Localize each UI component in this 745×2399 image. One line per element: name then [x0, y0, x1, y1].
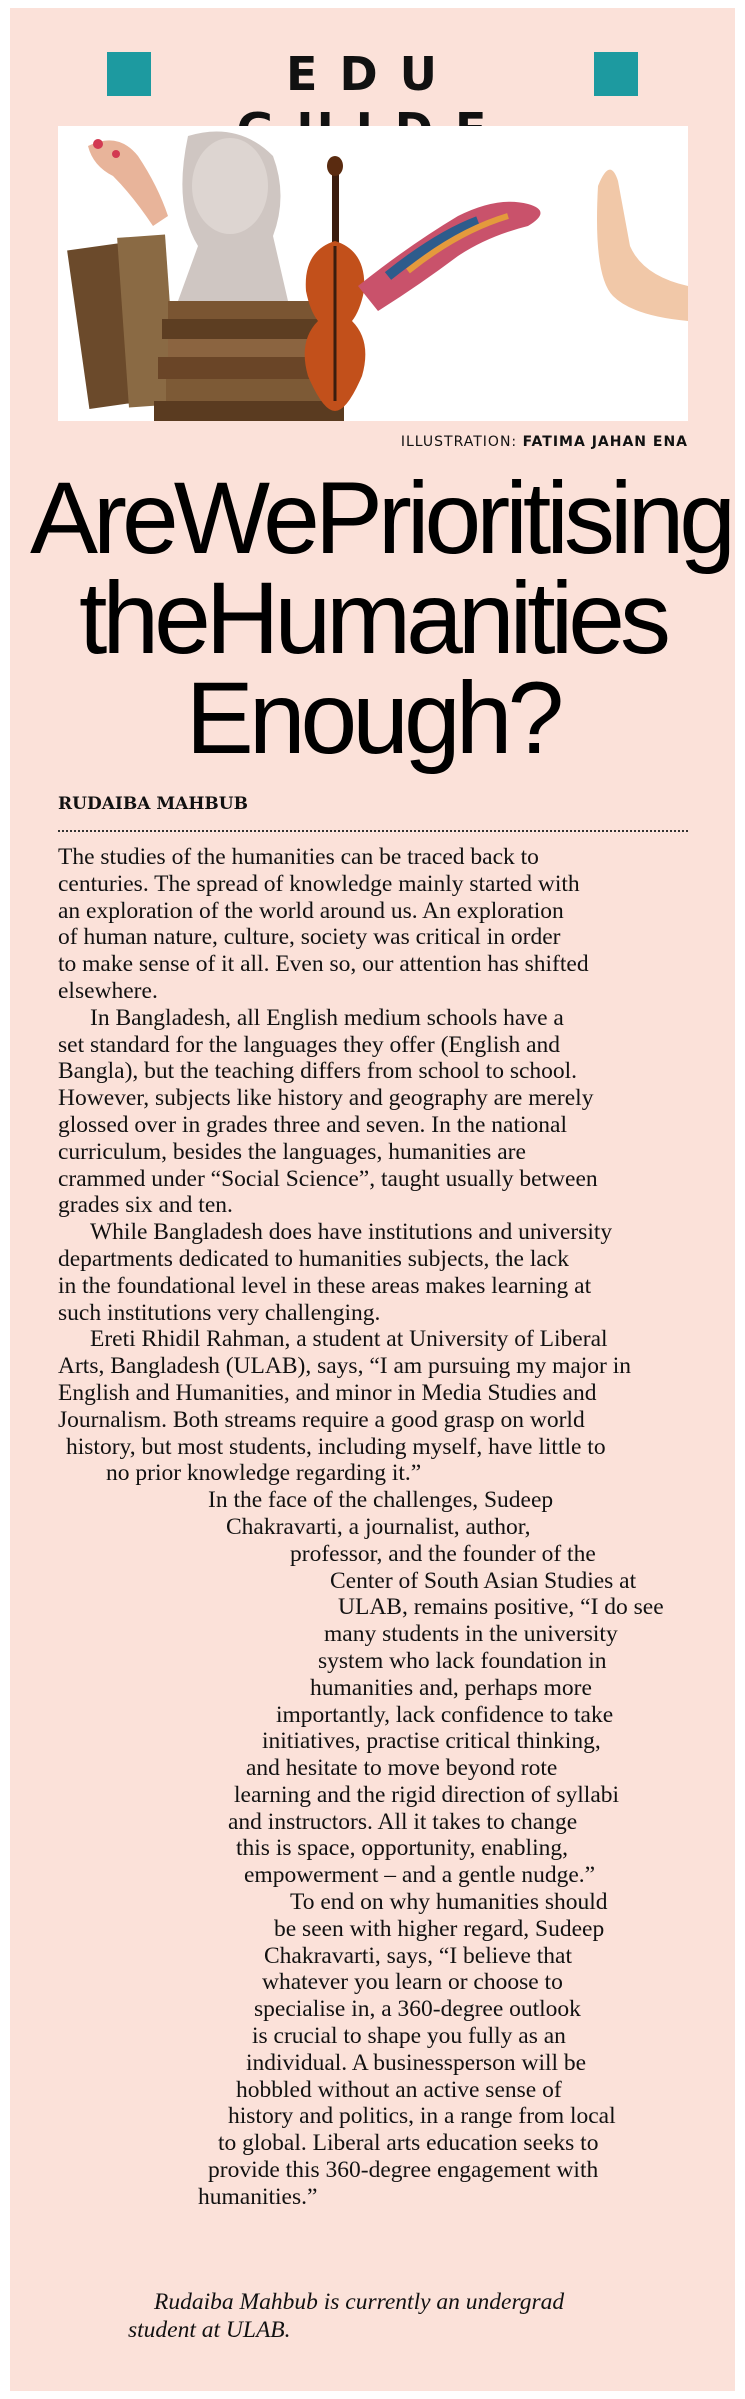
- body-text-line: such institutions very challenging.: [58, 1299, 381, 1326]
- body-text-line: initiatives, practise critical thinking,: [262, 1728, 601, 1755]
- body-text-line: to make sense of it all. Even so, our attention has shifted: [58, 951, 589, 978]
- newspaper-page: [10, 8, 735, 2391]
- body-text-line: However, subjects like history and geography are merely: [58, 1085, 594, 1112]
- body-text-line: importantly, lack confidence to take: [276, 1701, 614, 1728]
- body-text-line: humanities.”: [198, 2183, 318, 2210]
- statue-bust-icon: [178, 132, 288, 302]
- body-text-line: In the face of the challenges, Sudeep: [208, 1487, 554, 1514]
- hand-left-icon: [88, 139, 168, 226]
- body-text-line: English and Humanities, and minor in Media Studies and: [58, 1379, 597, 1406]
- teal-square-left-icon: [107, 52, 151, 96]
- section-header: [10, 46, 735, 112]
- body-text-line: set standard for the languages they offer (English and: [58, 1031, 561, 1058]
- stop-hand-icon: [597, 170, 688, 321]
- violin-icon: [305, 156, 366, 411]
- body-text-line: humanities and, perhaps more: [310, 1674, 592, 1701]
- body-text-line: professor, and the founder of the: [290, 1540, 596, 1567]
- dotted-divider: [58, 830, 688, 832]
- headline-line: theHumanities: [79, 561, 666, 675]
- painted-arm-icon: [358, 202, 541, 311]
- body-text-line: To end on why humanities should: [290, 1889, 608, 1916]
- body-text-line: Arts, Bangladesh (ULAB), says, “I am pursuing my major in: [58, 1353, 632, 1380]
- teal-square-right-icon: [594, 52, 638, 96]
- body-text-line: and instructors. All it takes to change: [228, 1808, 578, 1835]
- credit-label: ILLUSTRATION:: [400, 434, 518, 450]
- body-text-line: no prior knowledge regarding it.”: [106, 1460, 422, 1487]
- credit-name: FATIMA JAHAN ENA: [522, 434, 688, 450]
- body-text-line: Chakravarti, says, “I believe that: [264, 1942, 572, 1969]
- byline: RUDAIBA MAHBUB: [58, 794, 248, 814]
- body-text-line: Chakravarti, a journalist, author,: [226, 1513, 531, 1540]
- body-text-line: Center of South Asian Studies at: [330, 1567, 637, 1594]
- headline-line: Enough?: [185, 661, 560, 775]
- author-note-line: Rudaiba Mahbub is currently an undergrad: [154, 2289, 565, 2315]
- body-text-line: Ereti Rhidil Rahman, a student at University of Liberal: [90, 1326, 608, 1353]
- body-text-line: and hesitate to move beyond rote: [246, 1755, 558, 1782]
- collage-image: [58, 126, 688, 421]
- body-text-line: hobbled without an active sense of: [236, 2076, 562, 2103]
- body-text-line: empowerment – and a gentle nudge.”: [244, 1862, 596, 1889]
- body-text-line: individual. A businessperson will be: [246, 2049, 587, 2076]
- body-text-line: of human nature, culture, society was critical in order: [58, 924, 561, 951]
- body-text-line: be seen with higher regard, Sudeep: [274, 1915, 605, 1942]
- body-text-line: this is space, opportunity, enabling,: [236, 1835, 568, 1862]
- body-text-line: history, but most students, including myself, have little to: [66, 1433, 606, 1460]
- body-text-line: departments dedicated to humanities subjects, the lack: [58, 1245, 569, 1272]
- author-note: [10, 2288, 735, 2344]
- body-text-line: is crucial to shape you fully as an: [252, 2023, 566, 2050]
- headline-line: AreWePrioritising: [30, 461, 732, 575]
- body-text-line: in the foundational level in these areas makes learning at: [58, 1272, 592, 1299]
- body-text-line: While Bangladesh does have institutions and university: [90, 1219, 613, 1246]
- body-text-line: history and politics, in a range from local: [228, 2103, 616, 2130]
- body-text-line: The studies of the humanities can be traced back to: [58, 844, 539, 870]
- body-text-line: centuries. The spread of knowledge mainly started with: [58, 870, 580, 897]
- body-text-line: crammed under “Social Science”, taught usually between: [58, 1165, 598, 1192]
- body-text-line: to global. Liberal arts education seeks to: [218, 2130, 599, 2157]
- body-text-line: specialise in, a 360-degree outlook: [254, 1996, 581, 2023]
- illustration-credit: [10, 434, 688, 450]
- body-text-line: elsewhere.: [58, 977, 158, 1004]
- body-text-line: many students in the university: [324, 1621, 618, 1648]
- body-text-line: Bangla), but the teaching differs from school to school.: [58, 1058, 578, 1085]
- illustration: [58, 126, 688, 421]
- body-text-line: an exploration of the world around us. An exploration: [58, 897, 564, 924]
- body-text-line: system who lack foundation in: [318, 1647, 607, 1674]
- body-text-line: whatever you learn or choose to: [262, 1969, 563, 1996]
- section-title: EDU: [286, 47, 459, 101]
- body-text-line: In Bangladesh, all English medium schools have a: [90, 1004, 564, 1031]
- headline: [30, 461, 732, 775]
- body-text-line: grades six and ten.: [58, 1192, 233, 1219]
- body-text-line: learning and the rigid direction of syllabi: [234, 1781, 620, 1808]
- body-text-line: provide this 360-degree engagement with: [208, 2157, 599, 2184]
- author-note-line: student at ULAB.: [128, 2317, 291, 2343]
- article-body: [58, 844, 688, 2211]
- body-text-line: curriculum, besides the languages, humanities are: [58, 1138, 526, 1165]
- body-text-line: Journalism. Both streams require a good grasp on world: [58, 1406, 585, 1433]
- body-text-line: ULAB, remains positive, “I do see: [338, 1594, 664, 1621]
- body-text-line: glossed over in grades three and seven. In the national: [58, 1111, 568, 1138]
